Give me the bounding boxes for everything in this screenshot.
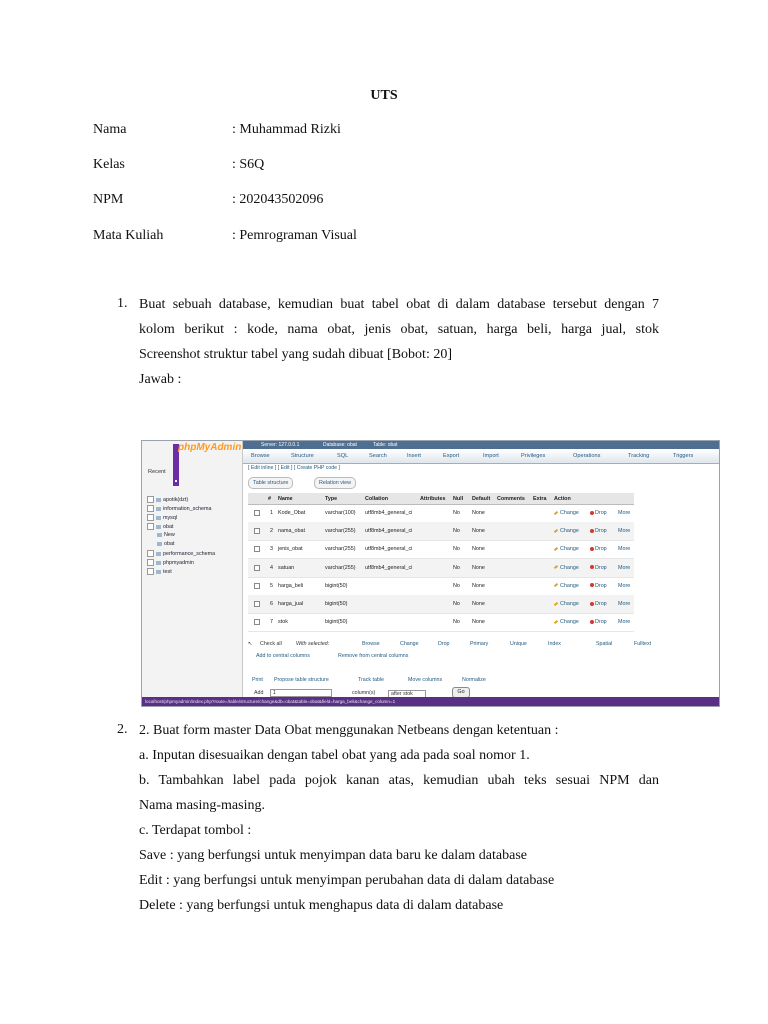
database-icon	[156, 525, 161, 529]
info-label: Nama	[93, 122, 127, 137]
go-button[interactable]: Go	[452, 687, 470, 698]
bulk-primary[interactable]: Primary	[470, 641, 489, 647]
row-null: No	[453, 564, 460, 571]
row-default: None	[472, 601, 485, 607]
info-label: Mata Kuliah	[93, 228, 164, 243]
pma-recent-label: Recent	[148, 469, 166, 475]
column-header: Extra	[533, 496, 547, 502]
tree-item[interactable]: phpmyadmin	[147, 559, 194, 566]
after-column-select[interactable]: after stok	[388, 690, 426, 698]
row-number: 7	[270, 619, 273, 626]
database-icon	[156, 552, 161, 556]
tab-structure[interactable]: Structure	[291, 453, 314, 459]
column-header: Null	[453, 496, 464, 502]
row-collation: utf8mb4_general_ci	[365, 546, 413, 553]
info-label: Kelas	[93, 157, 125, 172]
row-collation: utf8mb4_general_ci	[365, 528, 413, 535]
table-row	[248, 504, 634, 523]
with-selected-label: With selected:	[296, 641, 330, 647]
column-header: Action	[554, 496, 571, 502]
expand-icon	[147, 514, 154, 521]
pma-navigation-panel	[142, 441, 243, 706]
row-checkbox[interactable]	[254, 601, 260, 607]
row-collation: utf8mb4_general_ci	[365, 564, 413, 571]
pma-logo: phpMyAdmin	[178, 442, 242, 453]
table-row	[248, 595, 634, 614]
tab-insert[interactable]: Insert	[407, 453, 421, 459]
row-type: bigint(50)	[325, 601, 348, 607]
expand-icon	[147, 523, 154, 530]
database-icon	[156, 498, 161, 502]
more-action[interactable]: More	[618, 546, 631, 553]
q2-line: Nama masing-masing.	[139, 798, 265, 813]
q2-line: Delete : yang berfungsi untuk menghapus data di dalam database	[139, 898, 504, 913]
info-value: : Pemrograman Visual	[232, 228, 357, 243]
breadcrumb-database[interactable]: Database: obat	[323, 442, 357, 448]
row-name: jenis_obat	[278, 546, 303, 553]
pencil-icon	[554, 529, 558, 533]
pencil-icon	[554, 620, 558, 624]
drop-icon	[590, 602, 594, 606]
column-header: Attributes	[420, 496, 446, 502]
tree-item[interactable]: information_schema	[147, 505, 212, 512]
row-number: 6	[270, 601, 273, 607]
row-default: None	[472, 564, 485, 571]
row-type: bigint(50)	[325, 619, 348, 626]
info-value: : Muhammad Rizki	[232, 122, 341, 137]
row-checkbox[interactable]	[254, 565, 260, 571]
change-action[interactable]: Change	[554, 510, 579, 516]
info-value: : S6Q	[232, 157, 265, 172]
browser-status-bar	[142, 697, 719, 706]
q1-line: Screenshot struktur tabel yang sudah dibuat [Bobot: 20]	[139, 347, 452, 362]
phpmyadmin-screenshot	[141, 440, 720, 707]
row-type: varchar(255)	[325, 564, 356, 571]
subtab-relation-view[interactable]: Relation view	[314, 477, 356, 489]
add-count-input[interactable]: 1	[270, 689, 332, 697]
database-icon	[156, 561, 161, 565]
tree-item[interactable]: test	[147, 568, 172, 575]
columns-label: column(s)	[352, 690, 376, 696]
info-value: : 202043502096	[232, 192, 324, 207]
bulk-spatial[interactable]: Spatial	[596, 641, 613, 647]
q2-line: Save : yang berfungsi untuk menyimpan data baru ke dalam database	[139, 848, 527, 863]
q2-line: 2. Buat form master Data Obat menggunakan Netbeans dengan ketentuan :	[139, 723, 559, 738]
row-checkbox[interactable]	[254, 528, 260, 534]
pencil-icon	[554, 511, 558, 515]
bulk-drop[interactable]: Drop	[438, 641, 450, 647]
row-number: 3	[270, 546, 273, 553]
subtab-table-structure[interactable]: Table structure	[248, 477, 293, 489]
column-header: Comments	[497, 496, 525, 502]
column-header: Default	[472, 496, 491, 502]
expand-icon	[147, 496, 154, 503]
tree-item[interactable]: New	[157, 532, 175, 538]
row-checkbox[interactable]	[254, 546, 260, 552]
drop-action[interactable]: Drop	[590, 583, 607, 589]
row-number: 2	[270, 528, 273, 535]
bulk-browse[interactable]: Browse	[362, 641, 380, 647]
change-action[interactable]: Change	[554, 583, 579, 589]
q2-line: b. Tambahkan label pada pojok kanan atas, kemudian ubah teks sesuai NPM dan	[139, 773, 659, 788]
expand-icon	[147, 559, 154, 566]
bar-dot	[175, 480, 177, 482]
drop-action[interactable]: Drop	[590, 546, 607, 552]
tab-sql[interactable]: SQL	[337, 453, 349, 459]
edit-links[interactable]: [ Edit inline ] [ Edit ] [ Create PHP code ]	[248, 465, 340, 471]
expand-icon	[147, 505, 154, 512]
q2-line: Edit : yang berfungsi untuk menyimpan perubahan data di dalam database	[139, 873, 555, 888]
question-1-text	[139, 292, 659, 392]
more-action[interactable]: More	[618, 510, 631, 516]
change-action[interactable]: Change	[554, 619, 579, 625]
row-name: harga_beli	[278, 582, 304, 589]
table-row	[248, 540, 634, 559]
drop-icon	[590, 620, 594, 624]
pencil-icon	[554, 602, 558, 606]
pencil-icon	[554, 565, 558, 569]
row-number: 1	[270, 510, 273, 516]
database-icon	[156, 516, 161, 520]
more-action[interactable]: More	[618, 582, 631, 589]
question-2-text	[139, 718, 659, 918]
pma-tabs	[243, 449, 719, 464]
table-row	[248, 559, 634, 578]
info-label: NPM	[93, 192, 124, 207]
question-2-number: 2.	[117, 722, 128, 737]
column-header: Name	[278, 496, 293, 502]
pencil-icon	[554, 583, 558, 587]
add-central-columns[interactable]: Add to central columns	[256, 653, 310, 659]
row-type: varchar(255)	[325, 528, 356, 535]
move-columns-link[interactable]: Move columns	[408, 677, 443, 683]
bulk-index[interactable]: Index	[548, 641, 561, 647]
remove-central-columns[interactable]: Remove from central columns	[338, 653, 409, 659]
tab-privileges[interactable]: Privileges	[521, 453, 546, 459]
tab-operations[interactable]: Operations	[573, 453, 601, 459]
question-1-number: 1.	[117, 296, 128, 311]
bulk-unique[interactable]: Unique	[510, 641, 527, 647]
change-action[interactable]: Change	[554, 565, 579, 571]
tree-item[interactable]: performance_schema	[147, 550, 215, 557]
row-name: stok	[278, 619, 288, 626]
add-label: Add	[254, 690, 264, 696]
drop-action[interactable]: Drop	[590, 601, 607, 607]
row-number: 5	[270, 582, 273, 589]
q1-line: kolom berikut : kode, nama obat, jenis obat, satuan, harga beli, harga jual, stok	[139, 322, 659, 337]
row-null: No	[453, 546, 460, 553]
row-null: No	[453, 528, 460, 535]
row-null: No	[453, 582, 460, 589]
drop-action[interactable]: Drop	[590, 510, 607, 516]
row-checkbox[interactable]	[254, 583, 260, 589]
table-row	[248, 577, 634, 596]
normalize-link[interactable]: Normalize	[462, 677, 486, 683]
status-url: localhost/phpmyadmin/index.php?route=/table/structure/change&db=obat&table=obat&field=harga_beli&change_column=1	[145, 699, 396, 704]
change-action[interactable]: Change	[554, 601, 579, 607]
tree-item[interactable]: apotik(dzt)	[147, 496, 188, 503]
tab-browse[interactable]: Browse	[251, 453, 270, 459]
column-header: #	[268, 496, 271, 502]
change-action[interactable]: Change	[554, 546, 579, 552]
row-default: None	[472, 582, 485, 589]
pencil-icon	[554, 547, 558, 551]
row-null: No	[453, 601, 460, 607]
pma-breadcrumb	[243, 441, 719, 449]
drop-icon	[590, 529, 594, 533]
row-type: varchar(255)	[325, 546, 356, 553]
tab-import[interactable]: Import	[483, 453, 499, 459]
drop-icon	[590, 547, 594, 551]
row-name: Kode_Obat	[278, 510, 306, 516]
row-type: varchar(100)	[325, 510, 356, 516]
breadcrumb-server[interactable]: Server: 127.0.0.1	[261, 442, 300, 448]
expand-icon	[147, 550, 154, 557]
drop-action[interactable]: Drop	[590, 565, 607, 571]
database-icon	[156, 570, 161, 574]
row-name: nama_obat	[278, 528, 305, 535]
track-table-link[interactable]: Track table	[358, 677, 385, 683]
new-icon	[157, 533, 162, 537]
bulk-fulltext[interactable]: Fulltext	[634, 641, 652, 647]
tab-search[interactable]: Search	[369, 453, 387, 459]
tree-item[interactable]: mysql	[147, 514, 177, 521]
tab-triggers[interactable]: Triggers	[673, 453, 694, 459]
more-action[interactable]: More	[618, 601, 631, 607]
row-default: None	[472, 528, 485, 535]
print-link[interactable]: Print	[252, 677, 263, 683]
check-all-arrow: ↖	[248, 641, 253, 647]
drop-icon	[590, 583, 594, 587]
row-name: harga_jual	[278, 601, 304, 607]
row-null: No	[453, 510, 460, 516]
drop-icon	[590, 565, 594, 569]
table-icon	[157, 542, 162, 546]
drop-action[interactable]: Drop	[590, 528, 607, 534]
row-collation: utf8mb4_general_ci	[365, 510, 413, 516]
row-default: None	[472, 510, 485, 516]
more-action[interactable]: More	[618, 619, 631, 626]
column-header: Type	[325, 496, 338, 502]
table-row	[248, 522, 634, 541]
row-default: None	[472, 619, 485, 626]
tree-item[interactable]: obat	[147, 523, 174, 530]
change-action[interactable]: Change	[554, 528, 579, 534]
tree-item[interactable]: obat	[157, 541, 175, 547]
row-number: 4	[270, 564, 273, 571]
tab-tracking[interactable]: Tracking	[628, 453, 650, 459]
row-default: None	[472, 546, 485, 553]
q1-line: Buat sebuah database, kemudian buat tabel obat di dalam database tersebut dengan 7	[139, 297, 659, 312]
more-action[interactable]: More	[618, 528, 631, 535]
tab-export[interactable]: Export	[443, 453, 460, 459]
q1-answer-label: Jawab :	[139, 372, 182, 387]
q2-line: a. Inputan disesuaikan dengan tabel obat yang ada pada soal nomor 1.	[139, 748, 530, 763]
row-type: bigint(50)	[325, 582, 348, 589]
document-title: UTS	[370, 88, 398, 103]
database-icon	[156, 507, 161, 511]
bulk-change[interactable]: Change	[400, 641, 419, 647]
q2-line: c. Terdapat tombol :	[139, 823, 252, 838]
row-checkbox[interactable]	[254, 510, 260, 516]
row-checkbox[interactable]	[254, 619, 260, 625]
breadcrumb-table[interactable]: Table: obat	[373, 442, 398, 448]
drop-action[interactable]: Drop	[590, 619, 607, 625]
propose-structure-link[interactable]: Propose table structure	[274, 677, 329, 683]
drop-icon	[590, 511, 594, 515]
table-row	[248, 613, 634, 632]
check-all[interactable]: Check all	[260, 641, 282, 647]
row-name: satuan	[278, 564, 295, 571]
column-header: Collation	[365, 496, 389, 502]
expand-icon	[147, 568, 154, 575]
row-null: No	[453, 619, 460, 626]
more-action[interactable]: More	[618, 564, 631, 571]
